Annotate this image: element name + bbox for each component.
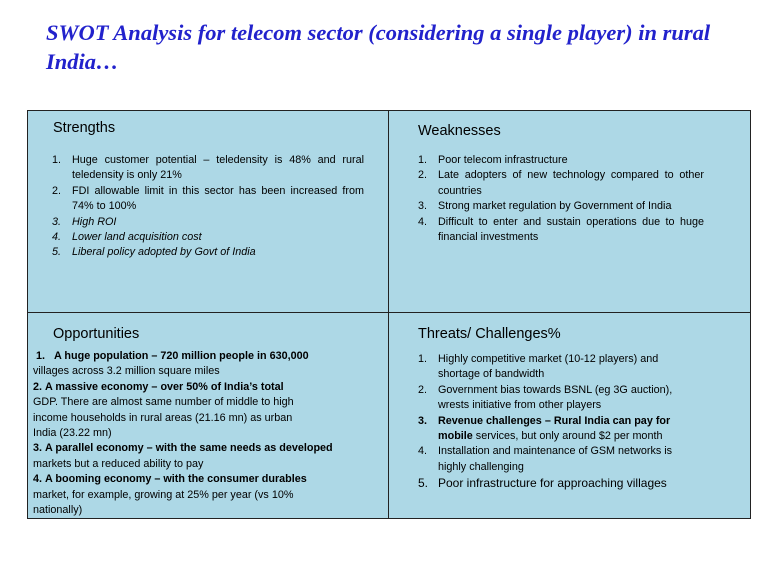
list-item: 3. Revenue challenges – Rural India can pay for mobile services, but only around $2 per month xyxy=(418,414,671,443)
weaknesses-heading: Weaknesses xyxy=(418,123,501,139)
list-item: 1. A huge population – 720 million people in 630,000 villages across 3.2 million square miles xyxy=(33,350,309,378)
list-item: 4. Lower land acquisition cost xyxy=(52,231,202,244)
opportunities-heading: Opportunities xyxy=(53,326,140,342)
threats-list xyxy=(418,352,694,491)
threats-heading: Threats/ Challenges% xyxy=(418,326,561,342)
list-item: 1. Huge customer potential – teledensity is 48% and rural teledensity is only 21% xyxy=(52,154,364,182)
swot-table xyxy=(27,110,751,519)
threats-cell xyxy=(389,313,750,518)
list-item: 5. Poor infrastructure for approaching villages xyxy=(418,476,667,491)
strengths-heading: Strengths xyxy=(53,120,116,136)
opportunities-cell xyxy=(28,313,389,518)
list-item: 1. Poor telecom infrastructure xyxy=(418,154,568,166)
list-item: 2. FDI allowable limit in this sector has been increased from 74% to 100% xyxy=(52,184,364,213)
list-item: 3. Strong market regulation by Government of India xyxy=(418,200,672,213)
list-item: 1. Highly competitive market (10-12 players) and shortage of bandwidth xyxy=(418,353,659,381)
list-item: 2. Late adopters of new technology compared to other countries xyxy=(418,169,704,197)
strengths-cell xyxy=(28,111,389,313)
weaknesses-list xyxy=(418,153,704,245)
list-item: 4. Difficult to enter and sustain operations due to huge financial investments xyxy=(418,215,704,244)
opportunities-list xyxy=(33,349,383,518)
list-item: 2. Government bias towards BSNL (eg 3G auction), wrests initiative from other players xyxy=(418,383,673,412)
list-item: 3. A parallel economy – with the same needs as developed markets but a reduced ability to pay xyxy=(33,442,333,470)
list-item: 2. A massive economy – over 50% of India’s total GDP. There are almost same number of middle to high income households in rural areas (21.16 mn) as urban India (23.22 mn) xyxy=(33,380,294,440)
list-item: 3. High ROI xyxy=(52,215,117,228)
list-item: 4. A booming economy – with the consumer durables market, for example, growing at 25% per year (vs 10% nationally) xyxy=(33,473,307,517)
list-item: 4. Installation and maintenance of GSM networks is highly challenging xyxy=(418,445,673,473)
strengths-list xyxy=(52,153,364,261)
weaknesses-cell xyxy=(389,111,750,313)
page-title: SWOT Analysis for telecom sector (considering a single player) in rural India… xyxy=(46,20,711,74)
list-item: 5. Liberal policy adopted by Govt of India xyxy=(52,246,256,259)
